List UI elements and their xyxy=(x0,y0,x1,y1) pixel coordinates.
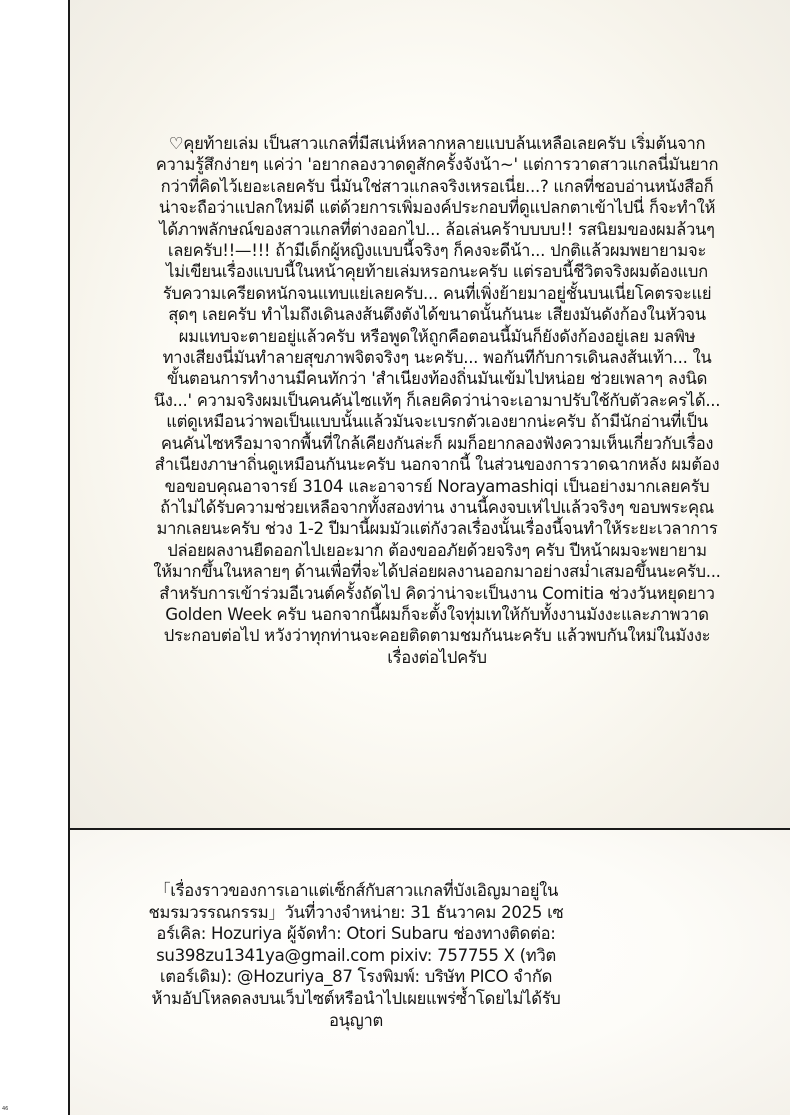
afterword-line: น่าจะถือว่าแปลกใหม่ดี แต่ด้วยการเพิ่มองค์ประกอบที่ดูแปลกตาเข้าไปนี่ ก็จะทำให้ xyxy=(158,198,716,218)
afterword-line: ถ้าไม่ได้รับความช่วยเหลือจากทั้งสองท่าน งานนี้คงจบเห่ไปแล้วจริงๆ ขอบพระคุณ xyxy=(160,497,714,517)
afterword-line: ปล่อยผลงานยืดออกไปเยอะมาก ต้องขออภัยด้วยจริงๆ ครับ ปีหน้าผมจะพยายาม xyxy=(167,540,707,560)
afterword-line: ให้มากขึ้นในหลายๆ ด้านเพื่อที่จะได้ปล่อยผลงานออกมาอย่างสม่ำเสมอขึ้นนะครับ... xyxy=(153,562,721,582)
afterword-line: ไม่เขียนเรื่องแบบนี้ในหน้าคุยท้ายเล่มหรอกนะครับ แต่รอบนี้ชีวิตจริงผมต้องแบก xyxy=(166,262,708,282)
panel-border-left xyxy=(68,0,70,1115)
afterword-line: ผมแทบจะตายอยู่แล้วครับ หรือพูดให้ถูกคือตอนนี้มันก็ยังดังก้องอยู่เลย มลพิษ xyxy=(178,326,696,346)
afterword-text xyxy=(86,133,788,668)
colophon-text xyxy=(96,880,616,1031)
afterword-line: ได้ภาพลักษณ์ของสาวแกลที่ต่างออกไป... ล้อเล่นคร้าบบบบ!! รสนิยมของผมล้วนๆ xyxy=(159,219,715,239)
afterword-line: เรื่องต่อไปครับ xyxy=(387,647,487,667)
colophon-line: ชมรมวรรณกรรม」วันที่วางจำหน่าย: 31 ธันวาคม 2025 เซ xyxy=(148,902,564,922)
afterword-line: ขั้นตอนการทำงานมีคนทักว่า 'สำเนียงท้องถิ่นมันเข้มไปหน่อย ช่วยเพลาๆ ลงนิด xyxy=(166,369,708,389)
afterword-line: สำหรับการเข้าร่วมอีเวนต์ครั้งถัดไป คิดว่าน่าจะเป็นงาน Comitia ช่วงวันหยุดยาว xyxy=(159,583,715,603)
colophon-line: อร์เคิล: Hozuriya ผู้จัดทำ: Otori Subaru ช่องทางติดต่อ: xyxy=(156,924,556,944)
afterword-line: ทางเสียงนี่มันทำลายสุขภาพจิตจริงๆ นะครับ... พอกันทีกับการเดินลงส้นเท้า... ใน xyxy=(162,348,712,368)
afterword-line: นึง...' ความจริงผมเป็นคนคันไซแท้ๆ ก็เลยคิดว่าน่าจะเอามาปรับใช้กับตัวละครได้... xyxy=(153,390,721,410)
panel-divider xyxy=(68,828,790,830)
afterword-line: ♡คุยท้ายเล่ม เป็นสาวแกลที่มีสเน่ห์หลากหลายแบบล้นเหลือเลยครับ เริ่มต้นจาก xyxy=(168,134,706,153)
colophon-line: เตอร์เดิม): @Hozuriya_87 โรงพิมพ์: บริษัท PICO จำกัด xyxy=(159,967,553,987)
page-number: 46 xyxy=(2,1106,9,1112)
afterword-line: ขอขอบคุณอาจารย์ 3104 และอาจารย์ Norayamashiqi เป็นอย่างมากเลยครับ xyxy=(164,476,710,496)
afterword-line: ความรู้สึกง่ายๆ แค่ว่า 'อยากลองวาดดูสักครั้งจังน้า~' แต่การวาดสาวแกลนี่มันยาก xyxy=(155,155,719,175)
afterword-line: ประกอบต่อไป หวังว่าทุกท่านจะคอยติดตามชมกันนะครับ แล้วพบกันใหม่ในมังงะ xyxy=(163,626,711,646)
colophon-line: 「เรื่องราวของการเอาแต่เซ็กส์กับสาวแกลที่บังเอิญมาอยู่ใน xyxy=(153,881,559,900)
afterword-line: สุดๆ เลยครับ ทำไมถึงเดินลงส้นตึงตังได้ขนาดนั้นกันนะ เสียงมันดังก้องในหัวจน xyxy=(168,305,706,325)
afterword-line: สำเนียงภาษาถิ่นดูเหมือนกันนะครับ นอกจากนี้ ในส่วนของการวาดฉากหลัง ผมต้อง xyxy=(154,455,720,475)
afterword-line: แต่ดูเหมือนว่าพอเป็นแบบนั้นแล้วมันจะเบรกตัวเองยากน่ะครับ ถ้ามีนักอ่านที่เป็น xyxy=(166,412,708,432)
afterword-line: มากเลยนะครับ ช่วง 1-2 ปีมานี้ผมมัวแต่กังวลเรื่องนั้นเรื่องนี้จนทำให้ระยะเวลาการ xyxy=(156,519,718,539)
afterword-line: รับความเครียดหนักจนแทบแย่เลยครับ... คนที่เพิ่งย้ายมาอยู่ชั้นบนเนี่ยโคตรจะแย่ xyxy=(162,283,712,303)
colophon-line: อนุญาต xyxy=(328,1010,384,1030)
colophon-line: ห้ามอัปโหลดลงบนเว็บไซต์หรือนำไปเผยแพร่ซ้ำโดยไม่ได้รับ xyxy=(151,988,561,1008)
colophon-line: su398zu1341ya@gmail.com pixiv: 757755 X (ทวิต xyxy=(156,945,556,965)
afterword-line: Golden Week ครับ นอกจากนี้ผมก็จะตั้งใจทุ่มเทให้กับทั้งงานมังงะและภาพวาด xyxy=(165,604,709,624)
afterword-line: กว่าที่คิดไว้เยอะเลยครับ นี่มันใช่สาวแกลจริงเหรอเนี่ย...? แกลที่ชอบอ่านหนังสือก็ xyxy=(160,176,714,196)
afterword-line: คนคันไซหรือมาจากพื้นที่ใกล้เคียงกันล่ะก็ ผมก็อยากลองฟังความเห็นเกี่ยวกับเรื่อง xyxy=(160,433,714,453)
afterword-line: เลยครับ!!—!!! ถ้ามีเด็กผู้หญิงแบบนี้จริงๆ ก็คงจะดีน้า... ปกติแล้วผมพยายามจะ xyxy=(167,241,707,261)
